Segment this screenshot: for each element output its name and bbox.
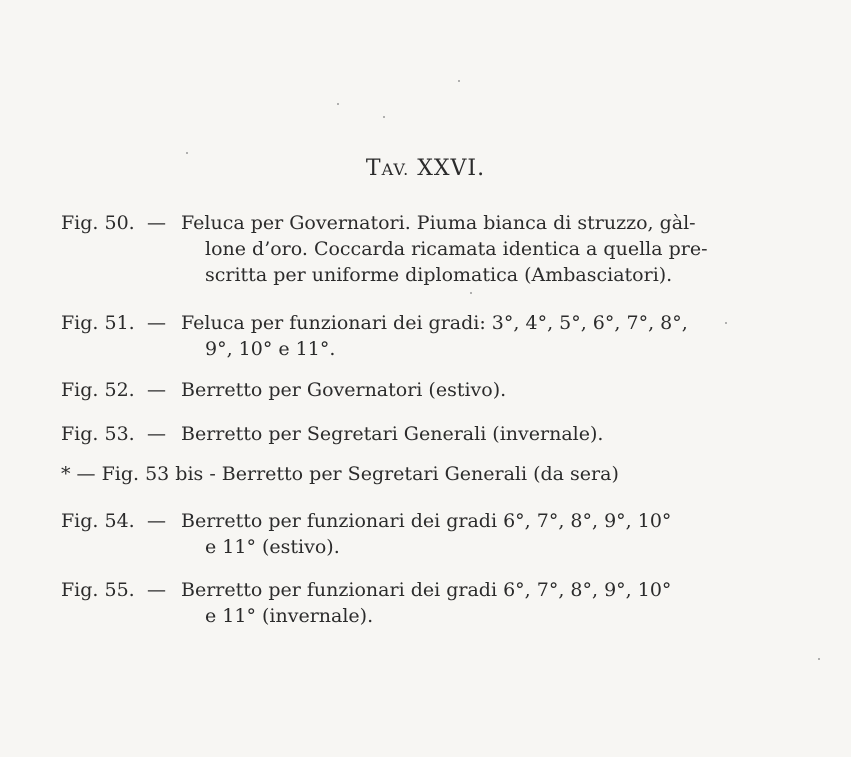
description-line: e 11° (estivo). xyxy=(205,536,340,558)
paper-speck xyxy=(458,80,460,82)
bis-entry: * — Fig. 53 bis - Berretto per Segretari Generali (da sera) xyxy=(61,463,619,485)
figure-number: Fig. 51. xyxy=(61,312,135,334)
title-numeral: XXVI. xyxy=(417,156,486,181)
figure-description xyxy=(181,421,721,447)
paper-speck xyxy=(818,658,820,660)
plate-title xyxy=(0,156,851,181)
figure-number: Fig. 52. xyxy=(61,379,135,401)
entry-dash: — xyxy=(147,312,166,334)
entry-dash: — xyxy=(147,423,166,445)
figure-description xyxy=(181,377,721,403)
description-line: 9°, 10° e 11°. xyxy=(205,338,336,360)
description-line: Berretto per Segretari Generali (invernale). xyxy=(181,423,604,445)
description-line: scritta per uniforme diplomatica (Ambasciatori). xyxy=(205,264,673,286)
figure-description xyxy=(181,508,721,560)
entry-dash: — xyxy=(147,510,166,532)
figure-number: Fig. 53. xyxy=(61,423,135,445)
figure-description xyxy=(181,210,721,288)
entry-dash: — xyxy=(147,579,166,601)
paper-speck xyxy=(383,116,385,118)
paper-speck xyxy=(186,152,188,154)
description-line: Feluca per funzionari dei gradi: 3°, 4°, 5°, 6°, 7°, 8°, xyxy=(181,312,688,334)
figure-number: Fig. 54. xyxy=(61,510,135,532)
entry-dash: — xyxy=(147,379,166,401)
title-prefix-rest: AV. xyxy=(381,160,410,179)
description-line: Feluca per Governatori. Piuma bianca di struzzo, gàl- xyxy=(181,212,696,234)
paper-speck xyxy=(337,103,339,105)
description-line: e 11° (invernale). xyxy=(205,605,374,627)
entry-dash: — xyxy=(147,212,166,234)
figure-number: Fig. 50. xyxy=(61,212,135,234)
figure-number: Fig. 55. xyxy=(61,579,135,601)
description-line: Berretto per funzionari dei gradi 6°, 7°, 8°, 9°, 10° xyxy=(181,579,672,601)
figure-description xyxy=(181,310,721,362)
description-line: Berretto per Governatori (estivo). xyxy=(181,379,507,401)
title-prefix-initial: T xyxy=(365,156,382,181)
description-line: Berretto per funzionari dei gradi 6°, 7°, 8°, 9°, 10° xyxy=(181,510,672,532)
paper-speck xyxy=(470,292,472,294)
figure-description xyxy=(181,577,721,629)
paper-speck xyxy=(725,322,727,324)
description-line: lone d’oro. Coccarda ricamata identica a quella pre- xyxy=(205,238,708,260)
